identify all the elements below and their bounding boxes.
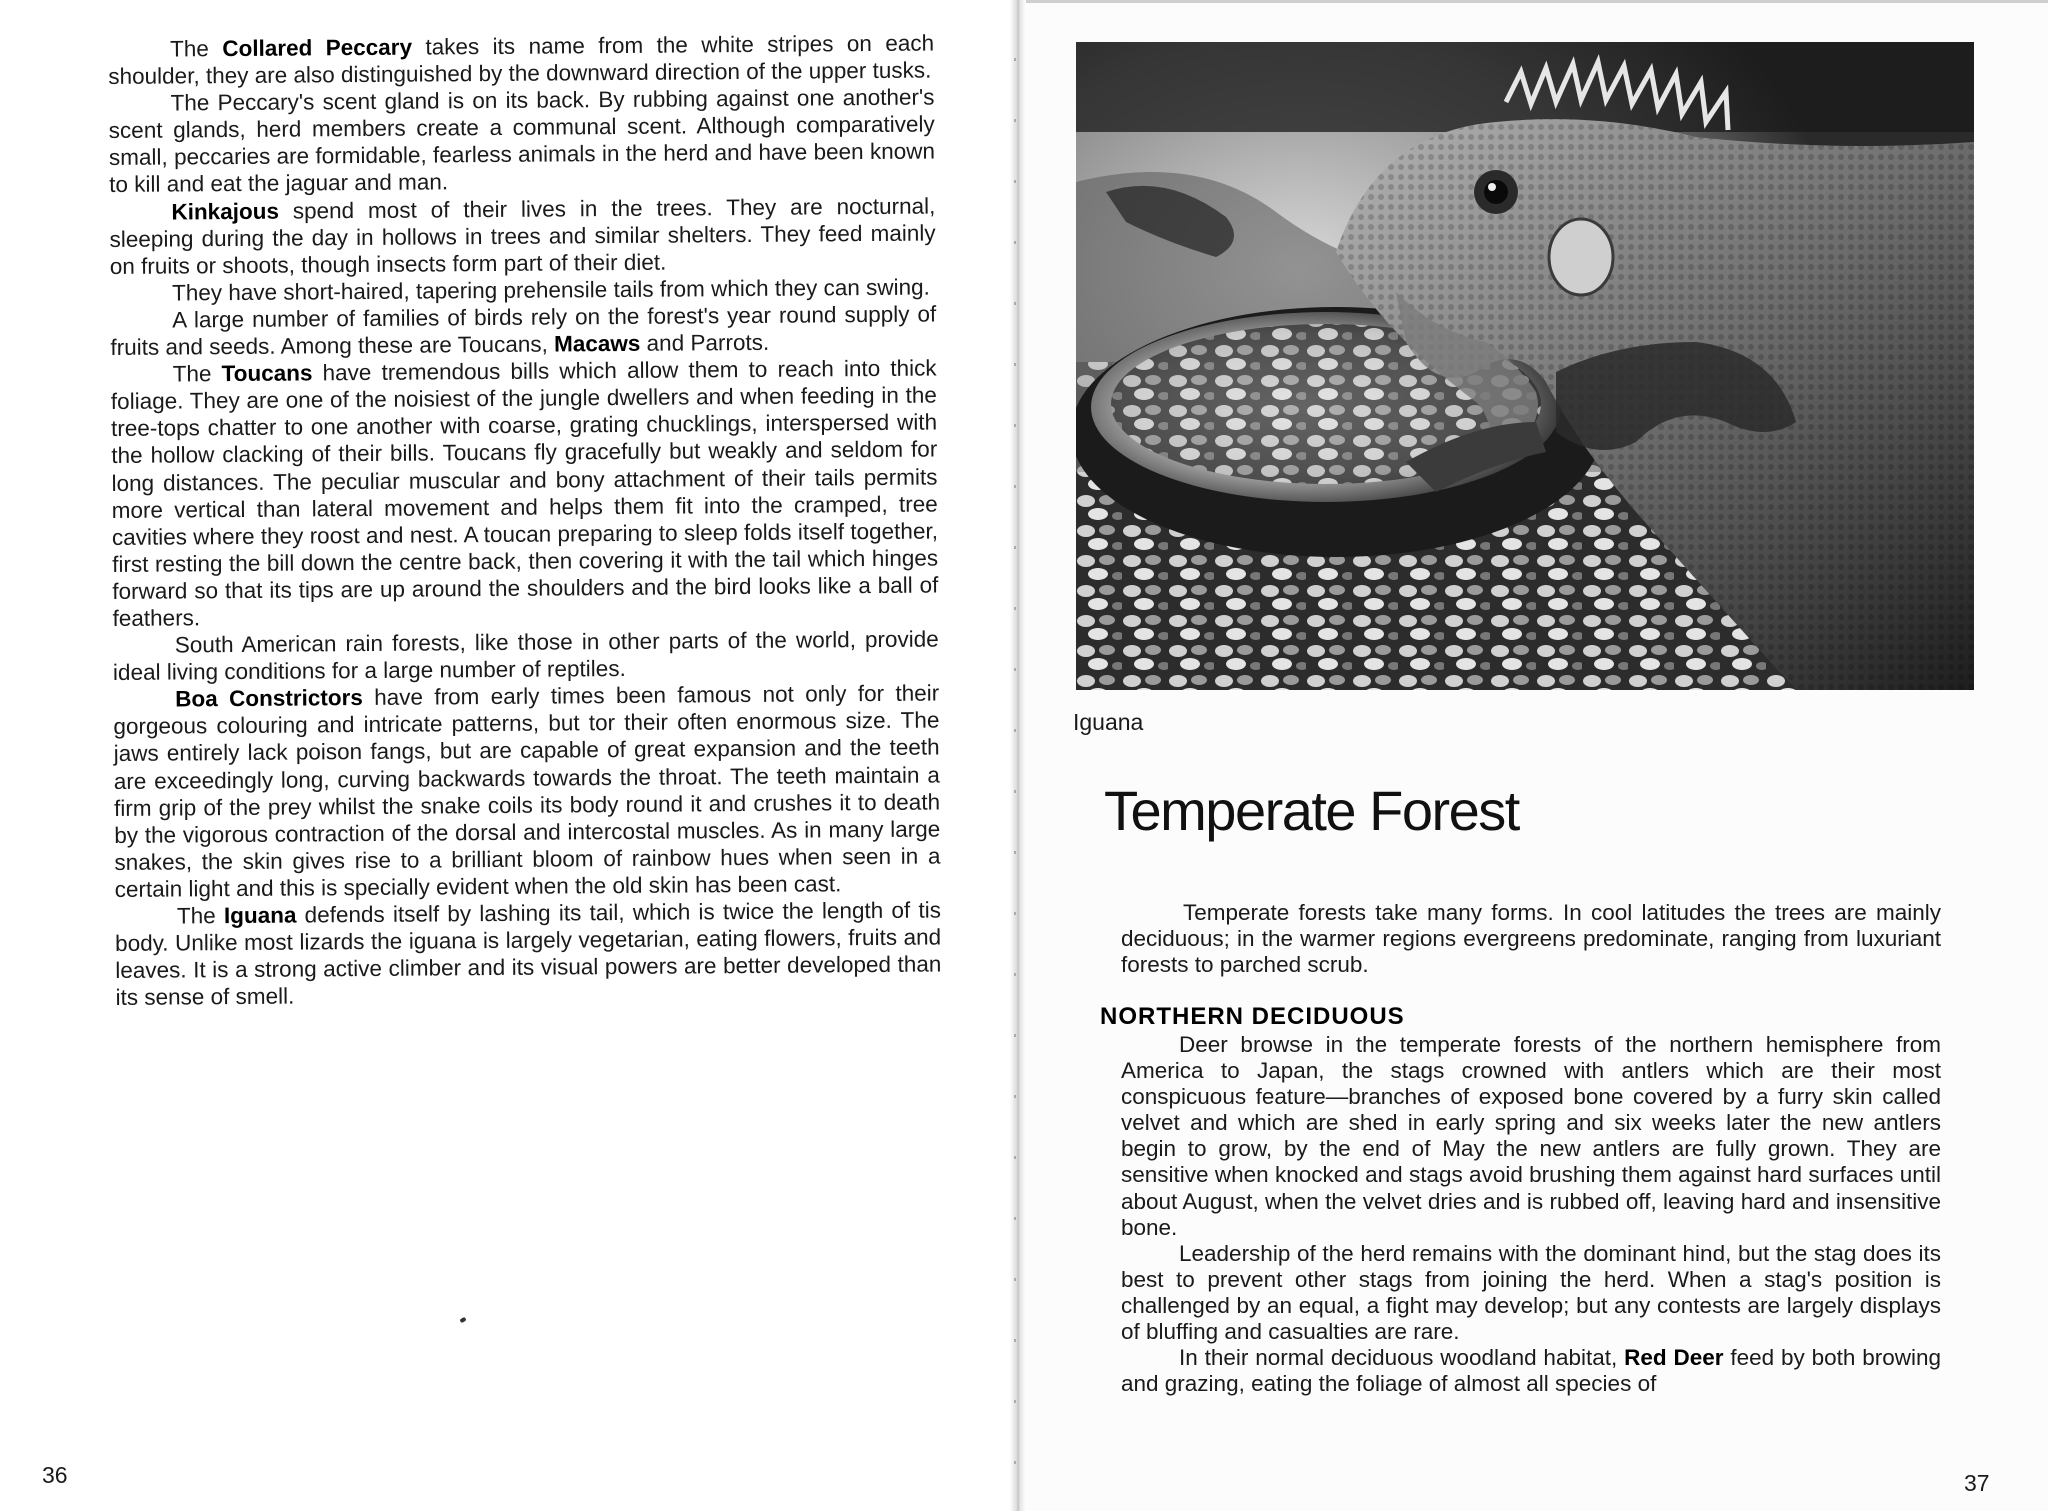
body-paragraph (110, 300, 936, 361)
text-run: Temperate forests take many forms. In cool latitudes the trees are mainly deciduous; in the warmer regions evergreens predominate, ranging from luxuriant forests to parched scrub. (1121, 900, 1941, 978)
bold-term: Boa Constrictors (175, 685, 363, 712)
intro-text (1121, 900, 1941, 978)
body-paragraph (111, 355, 939, 632)
iguana-photo (1076, 42, 1974, 690)
text-run: A large number of families of birds rely on the forest's year round supply of fruits and seeds. Among these are Toucans, (110, 301, 937, 361)
photo-caption: Iguana (1073, 709, 1144, 735)
page-edge (1018, 0, 2048, 3)
text-run: Leadership of the herd remains with the dominant hind, but the stag does its best to prevent other stags from joining the herd. When a stag's position is challenged by an equal, a fight may develop; but any contests are largely displays of bluffing and casualties are rare. (1121, 1240, 1941, 1345)
body-paragraph (115, 896, 942, 1011)
text-run: They have short-haired, tapering prehensile tails from which they can swing. (171, 274, 930, 306)
body-paragraph (108, 84, 935, 199)
body-paragraph (1121, 1032, 1941, 1241)
body-paragraph (108, 30, 934, 91)
text-run: The (170, 36, 223, 62)
text-run: have tremendous bills which allow them to reach into thick foliage. They are one of the noisiest of the jungle dwellers and when feeding in the tree-tops chatter to one another with coarse, grating chucklings, interspersed with the hollow clacking of their bills. Toucans fly gracefully but weakly and seldom for long distances. The peculiar muscular and bony attachment of their tails permits more vertical than lateral movement and helps them fit into the cramped, tree cavities where they roost and nest. A toucan preparing to sleep folds itself together, first resting the bill down the centre back, then covering it with the tail which hinges forward so that its tips are up around the shoulders and the bird looks like a ball of feathers. (110, 355, 939, 631)
body-paragraph (1121, 900, 1941, 978)
text-run: and Parrots. (640, 329, 770, 356)
print-speck (459, 1317, 466, 1323)
text-run: defends itself by lashing its tail, which is twice the length of tis body. Unlike most lizards the iguana is largely vegetarian, eating flowers, fruits and leaves. It is a strong active climber and its visual powers are better developed than its sense of smell. (115, 897, 942, 1011)
body-paragraph (113, 680, 941, 903)
page-number-left: 36 (42, 1462, 68, 1488)
text-run: The Peccary's scent gland is on its back. By rubbing against one another's scent glands, herd members create a communal scent. Although comparatively small, peccaries are formidable, fearless animals in the herd and have been known to kill and eat the jaguar and man. (108, 84, 936, 198)
bold-term: Iguana (223, 902, 297, 929)
text-run: The (172, 361, 222, 387)
bold-term: Macaws (553, 330, 641, 357)
section-title: Temperate Forest (1104, 779, 1519, 842)
iguana-photo-illustration (1076, 42, 1974, 690)
body-paragraph (113, 626, 939, 687)
bold-term: Kinkajous (171, 198, 280, 225)
text-run: takes its name from the white stripes on each shoulder, they are also distinguished by the downward direction of the upper tusks. (108, 30, 935, 90)
text-run: Deer browse in the temperate forests of the northern hemisphere from America to Japan, the stags crowned with antlers which are their most conspicuous feature—branches of exposed bone covered by a furry skin called velvet and which are shed in early spring and six weeks later the new antlers begin to grow, by the end of May the new antlers are fully grown. They are sensitive when knocked and stags avoid brushing them against hard surfaces until about August, when the velvet dries and is rubbed off, leaving hard and insensitive bone. (1121, 1032, 1941, 1240)
bold-term: Collared Peccary (222, 34, 413, 62)
body-paragraph (1121, 1345, 1941, 1397)
northern-deciduous-text (1121, 1032, 1941, 1397)
body-paragraph (109, 192, 936, 280)
book-gutter (1010, 0, 1026, 1511)
bold-term: Red Deer (1624, 1345, 1724, 1371)
text-run: South American rain forests, like those in other parts of the world, provide ideal living conditions for a large number of reptiles. (112, 626, 939, 686)
subheading: NORTHERN DECIDUOUS (1100, 1003, 1405, 1030)
left-page (0, 0, 1018, 1511)
left-body-text (108, 30, 942, 1012)
text-run: The (176, 903, 224, 929)
text-run: In their normal deciduous woodland habitat, (1179, 1345, 1625, 1371)
page-number-right: 37 (1964, 1470, 1990, 1496)
bold-term: Toucans (221, 360, 313, 387)
body-paragraph (1121, 1241, 1941, 1345)
text-run: spend most of their lives in the trees. They are nocturnal, sleeping during the day in hollows in trees and similar shelters. They feed mainly on fruits or shoots, though insects form part of their diet. (109, 193, 936, 279)
staple-perforation (1014, 0, 1016, 1511)
text-run: feed by both browing and grazing, eating the foliage of almost all species of (1121, 1345, 1941, 1397)
text-run: have from early times been famous not only for their gorgeous colouring and intricate patterns, but tor their often enormous size. The jaws entirely lack poison fangs, but are capable of great expansion and the teeth are exceedingly long, curving backwards towards the throat. The teeth maintain a firm grip of the prey whilst the snake coils its body round it and crushes it to death by the vigorous contraction of the dorsal and intercostal muscles. As in many large snakes, the skin gives rise to a brilliant bloom of rainbow hues when seen in a certain light and this is specially evident when the old skin has been cast. (113, 680, 941, 902)
